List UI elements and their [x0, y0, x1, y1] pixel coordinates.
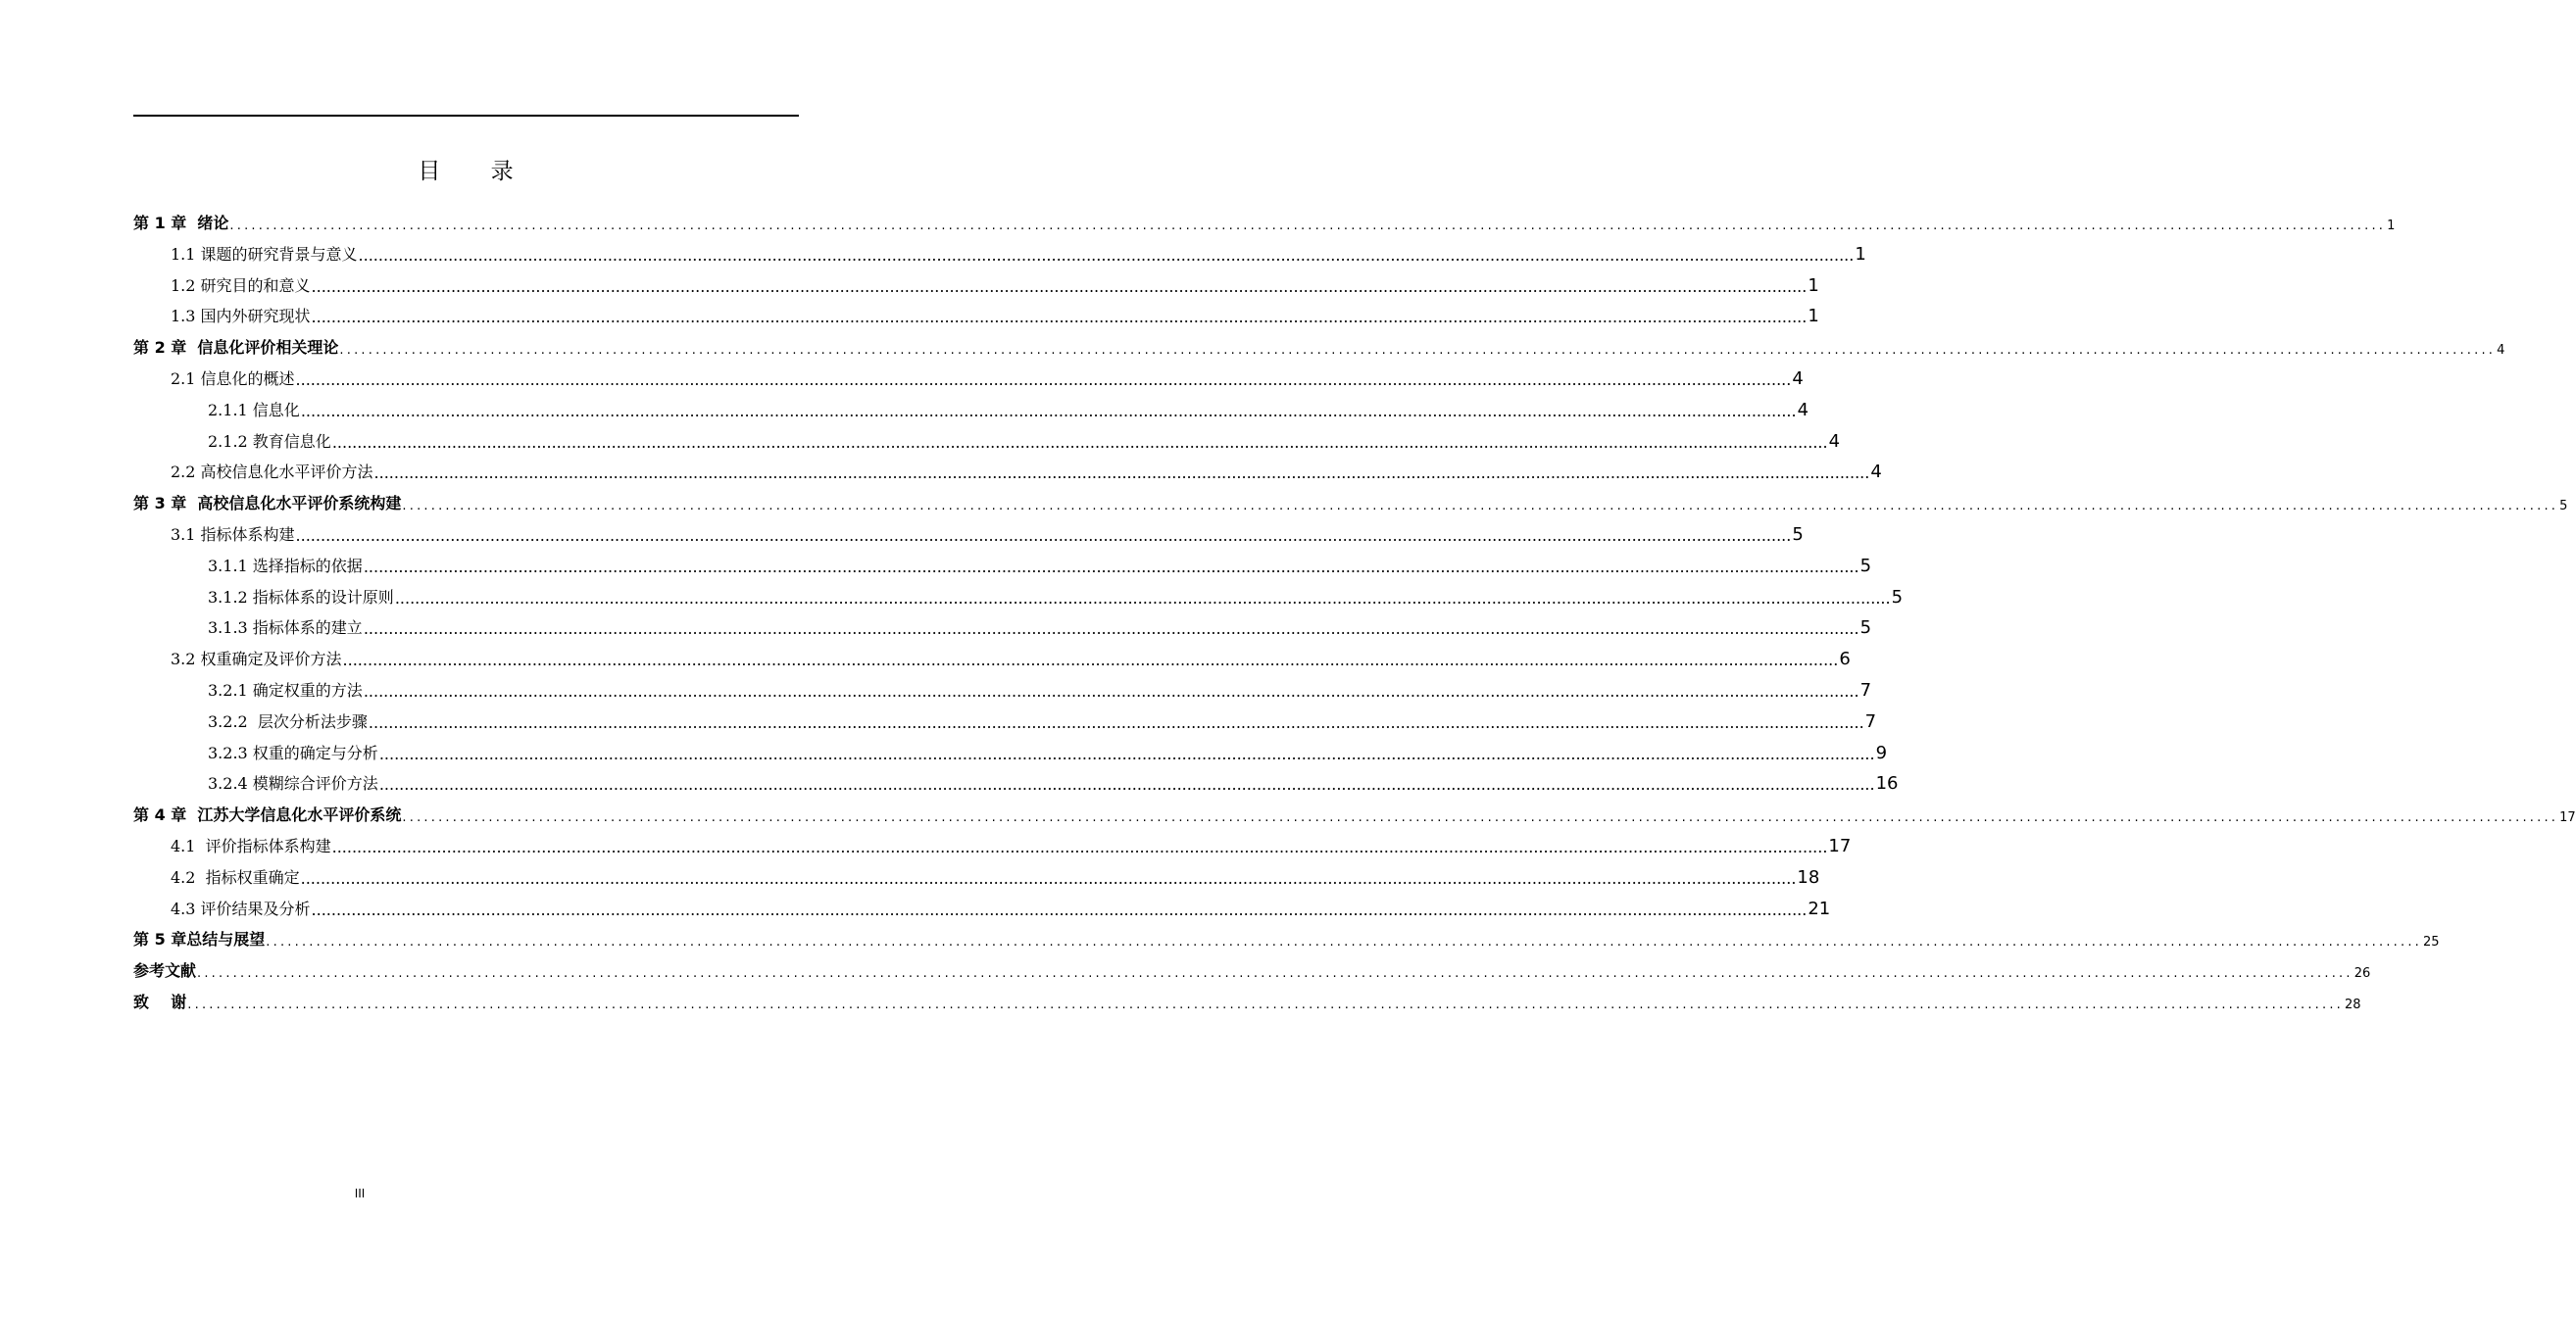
toc-entry-page: 5 [1859, 617, 1872, 639]
toc-entry-label: 参考文献 [133, 961, 197, 981]
toc-entry-page: 1 [2387, 219, 2396, 233]
toc-dot-leader: ............................................................................................................................................................................................................................................................................................................ [295, 370, 1792, 389]
toc-entry[interactable] [171, 890, 1831, 919]
toc-entry-page: 16 [1875, 773, 1899, 795]
toc-entry-page: 6 [1839, 649, 1851, 670]
toc-dot-leader: ............................................................................................................................................................................................................................................................................................................ [300, 401, 1797, 420]
toc-entry[interactable] [171, 360, 1804, 389]
toc-entry-page: 17 [1828, 836, 1852, 856]
toc-dot-leader: ............................................................................................................................................................................................................................................................................................................ [295, 526, 1792, 545]
toc-entry[interactable] [133, 328, 2505, 359]
toc-entry[interactable] [208, 671, 1872, 701]
toc-entry-label: 第 4 章 江苏大学信息化水平评价系统 [133, 805, 402, 825]
toc-dot-leader: ............................................................................................................................................................................................................................................................................................................ [363, 682, 1859, 701]
toc-dot-leader: ............................................................................................................................................................................................................................................................................................................ [363, 619, 1859, 639]
toc-entry-label: 1.2 研究目的和意义 [171, 275, 311, 295]
toc-dot-leader: ............................................................................................................................................................................................................................................................................................................ [368, 712, 1864, 732]
toc-entry-label: 2.1.2 教育信息化 [208, 431, 331, 451]
toc-entry-page: 28 [2345, 998, 2361, 1012]
toc-entry[interactable] [208, 703, 1877, 732]
toc-entry-page: 4 [1870, 462, 1882, 483]
toc-entry-page: 4 [2497, 343, 2505, 359]
toc-entry-label: 4.3 评价结果及分析 [171, 899, 311, 918]
toc-dot-leader: ............................................................................................................................................................................................................................................................................................................ [197, 966, 2353, 982]
toc-entry-page: 1 [1808, 274, 1819, 296]
toc-entry-label: 1.1 课题的研究背景与意义 [171, 244, 358, 264]
toc-dot-leader: ............................................................................................................................................................................................................................................................................................................ [311, 276, 1808, 296]
toc-entry[interactable] [133, 951, 2371, 982]
toc-dot-leader: ............................................................................................................................................................................................................................................................................................................ [358, 245, 1855, 265]
toc-dot-leader: ............................................................................................................................................................................................................................................................................................................ [331, 432, 1828, 452]
toc-entry-label: 3.2.3 权重的确定与分析 [208, 743, 378, 762]
toc-entry-page: 1 [1808, 306, 1819, 327]
toc-entry[interactable] [208, 547, 1872, 576]
toc-entry-page: 5 [2559, 499, 2568, 514]
toc-entry-label: 2.1.1 信息化 [208, 400, 300, 419]
toc-dot-leader: ............................................................................................................................................................................................................................................................................................................ [378, 775, 1875, 795]
toc-entry[interactable] [171, 827, 1852, 856]
toc-entry[interactable] [208, 391, 1809, 420]
toc-entry[interactable] [208, 609, 1872, 639]
toc-entry[interactable] [133, 983, 2361, 1012]
toc-entry-page: 4 [1792, 368, 1804, 389]
toc-entry-label: 2.2 高校信息化水平评价方法 [171, 463, 373, 482]
toc-entry[interactable] [133, 920, 2440, 951]
toc-entry-label: 1.3 国内外研究现状 [171, 307, 311, 326]
toc-entry-page: 4 [1797, 399, 1809, 420]
toc-entry-label: 3.1.2 指标体系的设计原则 [208, 587, 394, 607]
toc-entry[interactable] [208, 764, 1899, 795]
toc-entry-page: 5 [1792, 524, 1804, 545]
toc-entry[interactable] [133, 796, 2576, 826]
toc-entry-label: 3.2.1 确定权重的方法 [208, 681, 363, 700]
toc-entry-page: 4 [1828, 430, 1841, 452]
toc-dot-leader: ............................................................................................................................................................................................................................................................................................................ [229, 219, 2387, 233]
toc-dot-leader: ............................................................................................................................................................................................................................................................................................................ [300, 868, 1797, 888]
toc-entry[interactable] [171, 267, 1819, 296]
toc-dot-leader: ............................................................................................................................................................................................................................................................................................................ [402, 499, 2559, 514]
toc-dot-leader: ............................................................................................................................................................................................................................................................................................................ [342, 651, 1839, 670]
toc-entry-page: 17 [2559, 810, 2576, 826]
toc-entry-label: 3.2 权重确定及评价方法 [171, 650, 342, 669]
toc-entry[interactable] [171, 297, 1819, 327]
toc-entry-page: 21 [1808, 898, 1831, 919]
toc-entry-label: 第 1 章 绪论 [133, 214, 229, 232]
toc-dot-leader: ............................................................................................................................................................................................................................................................................................................ [187, 998, 2344, 1012]
toc-entry-page: 18 [1797, 866, 1820, 888]
toc-entry-page: 7 [1859, 680, 1872, 701]
toc-entry-label: 3.1 指标体系构建 [171, 525, 295, 544]
toc-entry-label: 3.1.3 指标体系的建立 [208, 618, 363, 638]
toc-entry-page: 5 [1859, 555, 1872, 576]
toc-entry-label: 3.2.2 层次分析法步骤 [208, 711, 368, 731]
toc-dot-leader: ............................................................................................................................................................................................................................................................................................................ [311, 308, 1808, 327]
toc-entry[interactable] [208, 578, 1904, 608]
toc-entry-page: 5 [1891, 586, 1904, 608]
toc-dot-leader: ............................................................................................................................................................................................................................................................................................................ [331, 838, 1828, 856]
toc-entry-label: 第 5 章总结与展望 [133, 930, 266, 950]
toc-dot-leader: ............................................................................................................................................................................................................................................................................................................ [394, 588, 1891, 608]
toc-entry-page: 9 [1875, 742, 1888, 763]
toc-entry-page: 1 [1855, 243, 1866, 265]
toc-entry-label: 第 2 章 信息化评价相关理论 [133, 338, 339, 358]
toc-entry-label: 4.2 指标权重确定 [171, 867, 300, 887]
toc-entry-label: 3.2.4 模糊综合评价方法 [208, 774, 378, 794]
toc-entry-page: 7 [1864, 710, 1877, 732]
toc-entry[interactable] [133, 204, 2396, 233]
toc-dot-leader: ............................................................................................................................................................................................................................................................................................................ [373, 463, 1870, 483]
toc-entry[interactable] [171, 640, 1851, 670]
toc-dot-leader: ............................................................................................................................................................................................................................................................................................................ [266, 935, 2422, 951]
toc-entry[interactable] [171, 453, 1882, 483]
toc-entry-label: 致 谢 [133, 993, 187, 1011]
toc-dot-leader: ............................................................................................................................................................................................................................................................................................................ [339, 343, 2497, 359]
toc-dot-leader: ............................................................................................................................................................................................................................................................................................................ [363, 557, 1859, 576]
header-rule [133, 115, 799, 117]
toc-entry-label: 4.1 评价指标体系构建 [171, 837, 331, 855]
toc-dot-leader: ............................................................................................................................................................................................................................................................................................................ [311, 900, 1808, 919]
toc-entry-label: 2.1 信息化的概述 [171, 369, 295, 388]
toc-dot-leader: ............................................................................................................................................................................................................................................................................................................ [402, 810, 2559, 826]
toc-entry[interactable] [171, 858, 1820, 888]
toc-entry-label: 3.1.1 选择指标的依据 [208, 556, 363, 575]
toc-entry[interactable] [208, 422, 1841, 452]
toc-title: 目 录 [418, 159, 535, 184]
toc-dot-leader: ............................................................................................................................................................................................................................................................................................................ [378, 744, 1875, 763]
toc-entry[interactable] [133, 484, 2568, 514]
toc-entry[interactable] [171, 235, 1866, 265]
toc-entry[interactable] [208, 734, 1888, 763]
page-number: III [354, 1187, 366, 1200]
toc-entry-page: 26 [2353, 966, 2371, 982]
toc-entry-page: 25 [2422, 935, 2440, 951]
toc-entry[interactable] [171, 515, 1804, 545]
toc-entry-label: 第 3 章 高校信息化水平评价系统构建 [133, 494, 402, 513]
